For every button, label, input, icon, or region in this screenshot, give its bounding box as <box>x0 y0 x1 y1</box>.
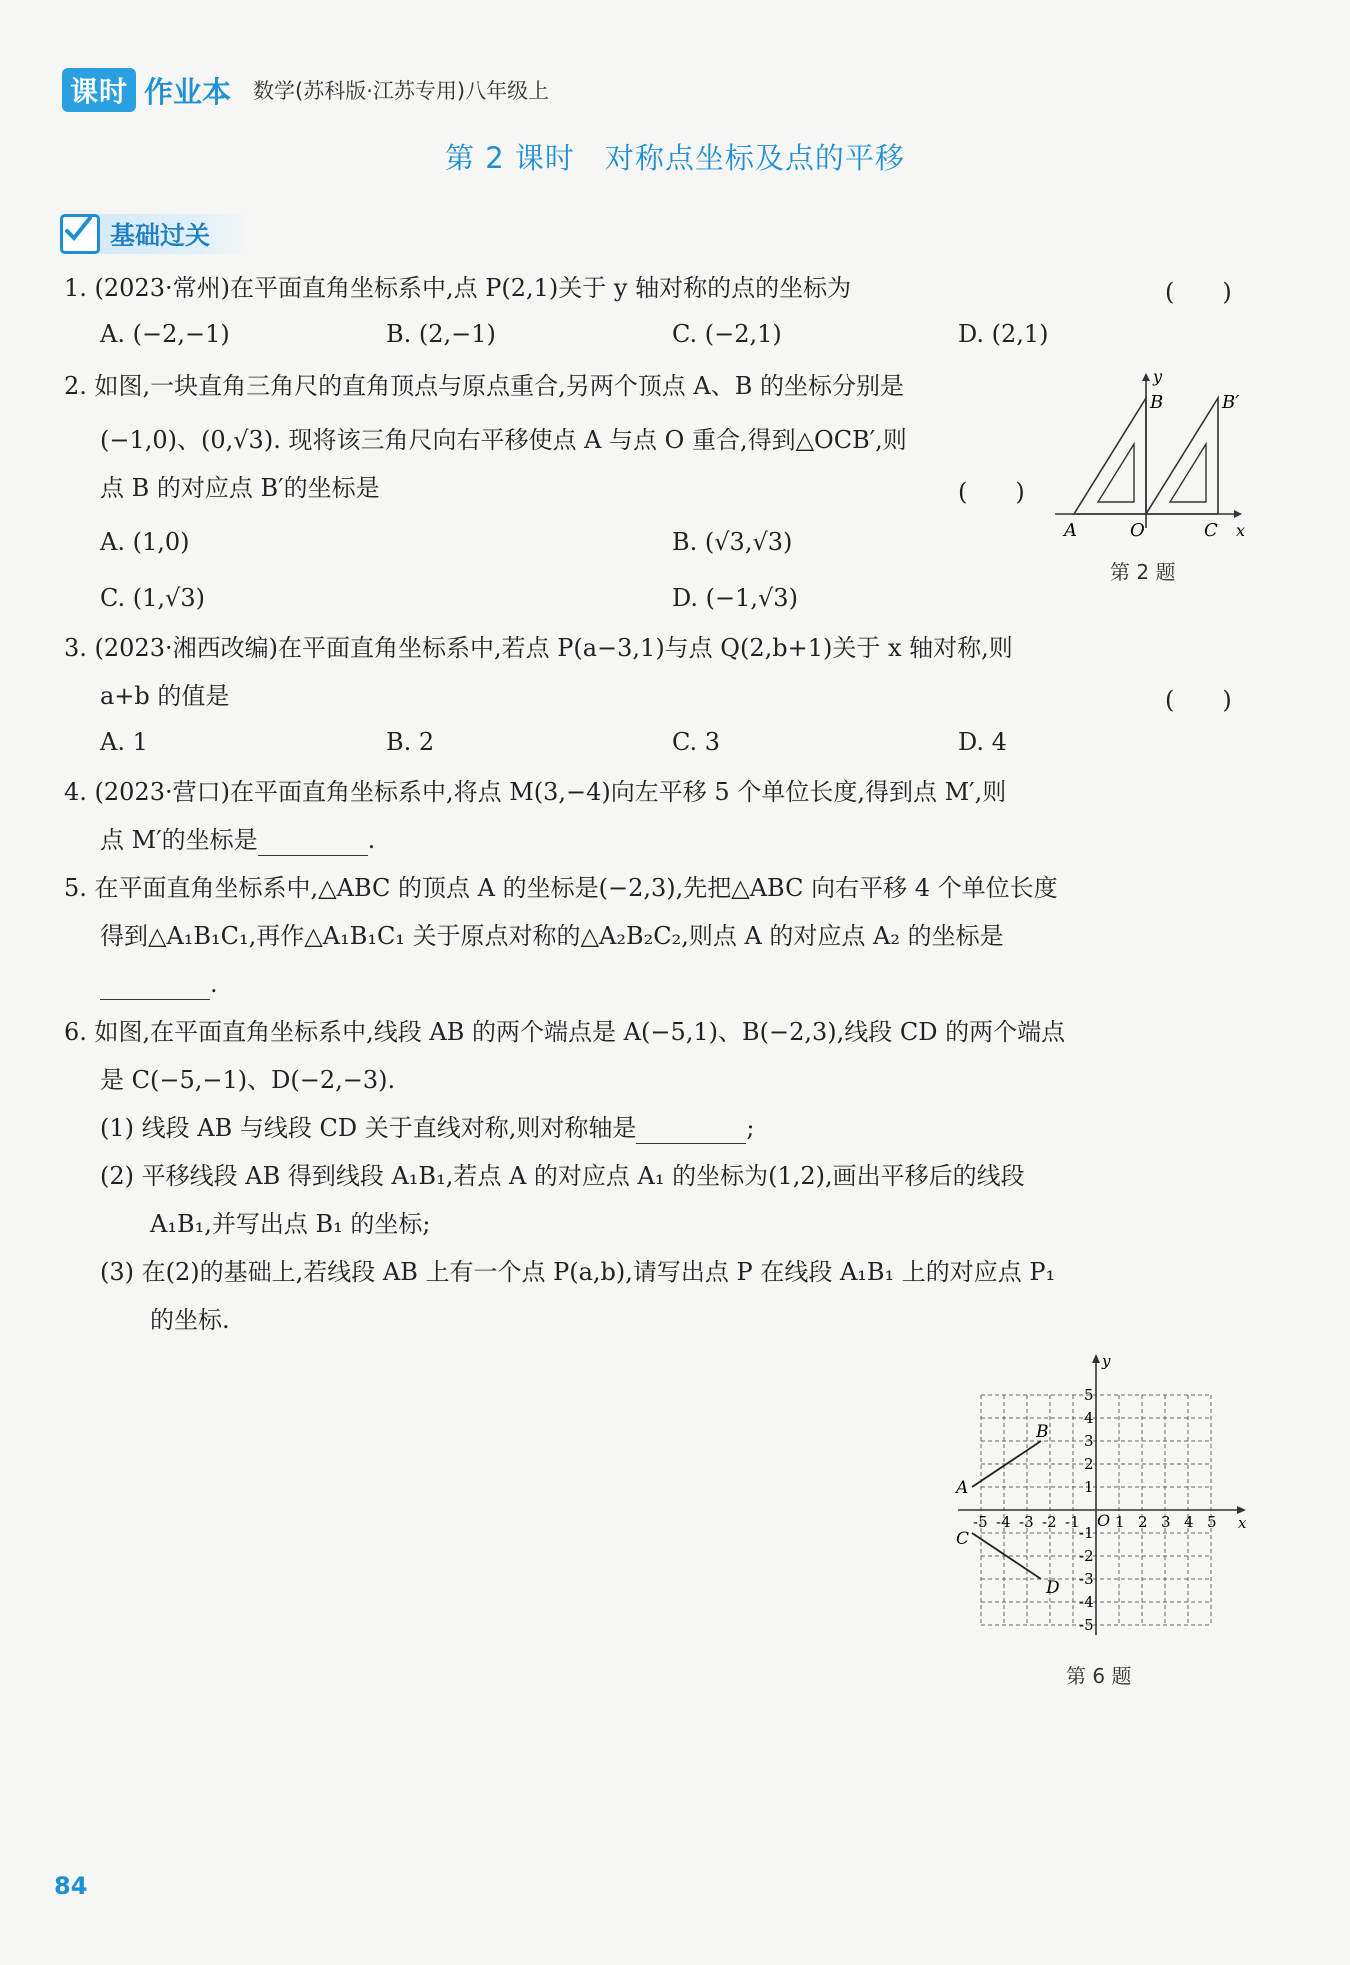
book-info: 数学(苏科版·江苏专用)八年级上 <box>253 79 550 103</box>
q6-sub-2-line-2: A₁B₁,并写出点 B₁ 的坐标; <box>150 1210 431 1238</box>
q6-x-tick-label: -4 <box>996 1513 1011 1531</box>
q6-y-tick-label: 5 <box>1084 1386 1094 1404</box>
q6-sub-2-line-1: (2) 平移线段 AB 得到线段 A₁B₁,若点 A 的对应点 A₁ 的坐标为(1,2),画出平移后的线段 <box>100 1162 1025 1190</box>
q6-line-1: 6. 如图,在平面直角坐标系中,线段 AB 的两个端点是 A(−5,1)、B(−2,3),线段 CD 的两个端点 <box>64 1018 1066 1046</box>
q5-line-1: 5. 在平面直角坐标系中,△ABC 的顶点 A 的坐标是(−2,3),先把△ABC 向右平移 4 个单位长度 <box>64 874 1058 902</box>
section-header <box>60 214 250 254</box>
q4-line-2 <box>100 824 375 856</box>
q2-line-3: 点 B 的对应点 B′的坐标是 <box>100 474 380 502</box>
logo <box>62 68 231 112</box>
logo-text: 作业本 <box>144 74 232 109</box>
q2-triangle-aob-inner <box>1098 444 1134 502</box>
q6-label-o: O <box>1097 1511 1111 1530</box>
q2-option-c: C. (1,√3) <box>100 584 205 612</box>
q2-label-y: y <box>1153 368 1163 386</box>
q6-x-tick-label: -5 <box>973 1513 988 1531</box>
q2-caption: 第 2 题 <box>1110 560 1176 584</box>
q6-y-tick-label: 3 <box>1084 1432 1094 1450</box>
q5-line-3 <box>100 968 218 1000</box>
q6-y-tick-label: 1 <box>1084 1478 1094 1496</box>
q2-line-1: 2. 如图,一块直角三角尺的直角顶点与原点重合,另两个顶点 A、B 的坐标分别是 <box>64 372 905 400</box>
q1-option-c: C. (−2,1) <box>672 320 782 348</box>
q2-label-b: B <box>1150 392 1164 413</box>
q4-answer-blank[interactable] <box>258 829 368 856</box>
q6-sub-3-line-1: (3) 在(2)的基础上,若线段 AB 上有一个点 P(a,b),请写出点 P 在线段 A₁B₁ 上的对应点 P₁ <box>100 1258 1056 1286</box>
q6-y-tick-label: -3 <box>1079 1570 1094 1588</box>
q6-x-arrow <box>1237 1506 1246 1514</box>
q4-line-1: 4. (2023·营口)在平面直角坐标系中,将点 M(3,−4)向左平移 5 个单位长度,得到点 M′,则 <box>64 778 1007 806</box>
q5-answer-blank[interactable] <box>100 973 210 1000</box>
q6-y-tick-label: -4 <box>1079 1593 1094 1611</box>
q6-sub-1 <box>100 1112 754 1144</box>
q2-line-2: (−1,0)、(0,√3). 现将该三角尺向右平移使点 A 与点 O 重合,得到△OCB′,则 <box>100 426 907 454</box>
q2-option-d: D. (−1,√3) <box>672 584 798 612</box>
q2-label-a: A <box>1064 520 1077 541</box>
q6-y-arrow <box>1092 1354 1100 1363</box>
q5-line-3-suffix: . <box>210 970 218 998</box>
q6-y-tick-label: 2 <box>1084 1455 1094 1473</box>
q6-x-tick-label: -2 <box>1042 1513 1057 1531</box>
q3-line-2: a+b 的值是 <box>100 682 230 710</box>
q2-label-o: O <box>1130 520 1145 541</box>
q2-triangle-ocb-inner <box>1170 444 1206 502</box>
q2-triangle-ocb <box>1146 398 1218 514</box>
q3-line-1: 3. (2023·湘西改编)在平面直角坐标系中,若点 P(a−3,1)与点 Q(2,b+1)关于 x 轴对称,则 <box>64 634 1013 662</box>
q1-text: 1. (2023·常州)在平面直角坐标系中,点 P(2,1)关于 y 轴对称的点的坐标为 <box>64 274 852 302</box>
q2-option-b: B. (√3,√3) <box>672 528 793 556</box>
q4-line-2-suffix: . <box>367 826 376 854</box>
q6-sub-1-blank[interactable] <box>636 1117 746 1144</box>
q6-y-tick-label: -2 <box>1079 1547 1094 1565</box>
q6-x-tick-label: -3 <box>1019 1513 1034 1531</box>
q6-caption: 第 6 题 <box>1066 1664 1132 1688</box>
lesson-title: 第 2 课时 对称点坐标及点的平移 <box>445 141 905 175</box>
q6-x-tick-label: 5 <box>1207 1513 1217 1531</box>
q1-option-a: A. (−2,−1) <box>100 320 230 348</box>
q6-x-tick-label: 4 <box>1184 1513 1194 1531</box>
q6-x-tick-label: 1 <box>1115 1513 1125 1531</box>
page-number: 84 <box>54 1872 88 1900</box>
q6-sub-3-line-2: 的坐标. <box>150 1306 230 1334</box>
q3-option-b: B. 2 <box>386 728 435 756</box>
q5-line-2: 得到△A₁B₁C₁,再作△A₁B₁C₁ 关于原点对称的△A₂B₂C₂,则点 A 的对应点 A₂ 的坐标是 <box>100 922 1004 950</box>
q2-label-x: x <box>1236 521 1246 540</box>
q2-label-bprime: B′ <box>1222 392 1240 413</box>
q1-answer-paren: ( ) <box>1165 278 1232 306</box>
q6-label-a: A <box>956 1478 969 1498</box>
q2-figure <box>1050 368 1250 548</box>
q6-y-tick-label: -1 <box>1079 1524 1094 1542</box>
q6-y-tick-label: -5 <box>1079 1616 1094 1634</box>
section-label: 基础过关 <box>110 221 211 250</box>
q6-label-y: y <box>1102 1352 1111 1370</box>
q2-triangle-aob <box>1074 398 1146 514</box>
q4-line-2-prefix: 点 M′的坐标是 <box>100 826 258 854</box>
q3-answer-paren: ( ) <box>1165 686 1232 714</box>
q3-option-d: D. 4 <box>958 728 1007 756</box>
q6-label-c: C <box>956 1529 970 1549</box>
q6-label-d: D <box>1046 1578 1060 1598</box>
book-header <box>62 70 549 110</box>
checkbox-icon <box>60 214 100 254</box>
q3-option-c: C. 3 <box>672 728 721 756</box>
q2-label-c: C <box>1204 520 1218 541</box>
q1-option-d: D. (2,1) <box>958 320 1049 348</box>
logo-box: 课时 <box>62 68 136 112</box>
q6-label-x: x <box>1238 1514 1247 1532</box>
q6-x-tick-label: 2 <box>1138 1513 1148 1531</box>
q6-sub-1-prefix: (1) 线段 AB 与线段 CD 关于直线对称,则对称轴是 <box>100 1114 637 1142</box>
q1-option-b: B. (2,−1) <box>386 320 496 348</box>
q6-sub-1-suffix: ; <box>746 1114 755 1142</box>
q2-y-arrow <box>1142 373 1150 381</box>
q3-option-a: A. 1 <box>100 728 148 756</box>
q6-y-tick-label: 4 <box>1084 1409 1094 1427</box>
q6-x-tick-label: -1 <box>1065 1513 1080 1531</box>
q6-label-b: B <box>1036 1422 1049 1442</box>
q2-x-arrow <box>1234 510 1242 518</box>
q6-x-tick-label: 3 <box>1161 1513 1171 1531</box>
q2-option-a: A. (1,0) <box>100 528 190 556</box>
q6-figure <box>950 1350 1250 1650</box>
q6-line-2: 是 C(−5,−1)、D(−2,−3). <box>100 1066 396 1094</box>
q2-answer-paren: ( ) <box>958 478 1025 506</box>
